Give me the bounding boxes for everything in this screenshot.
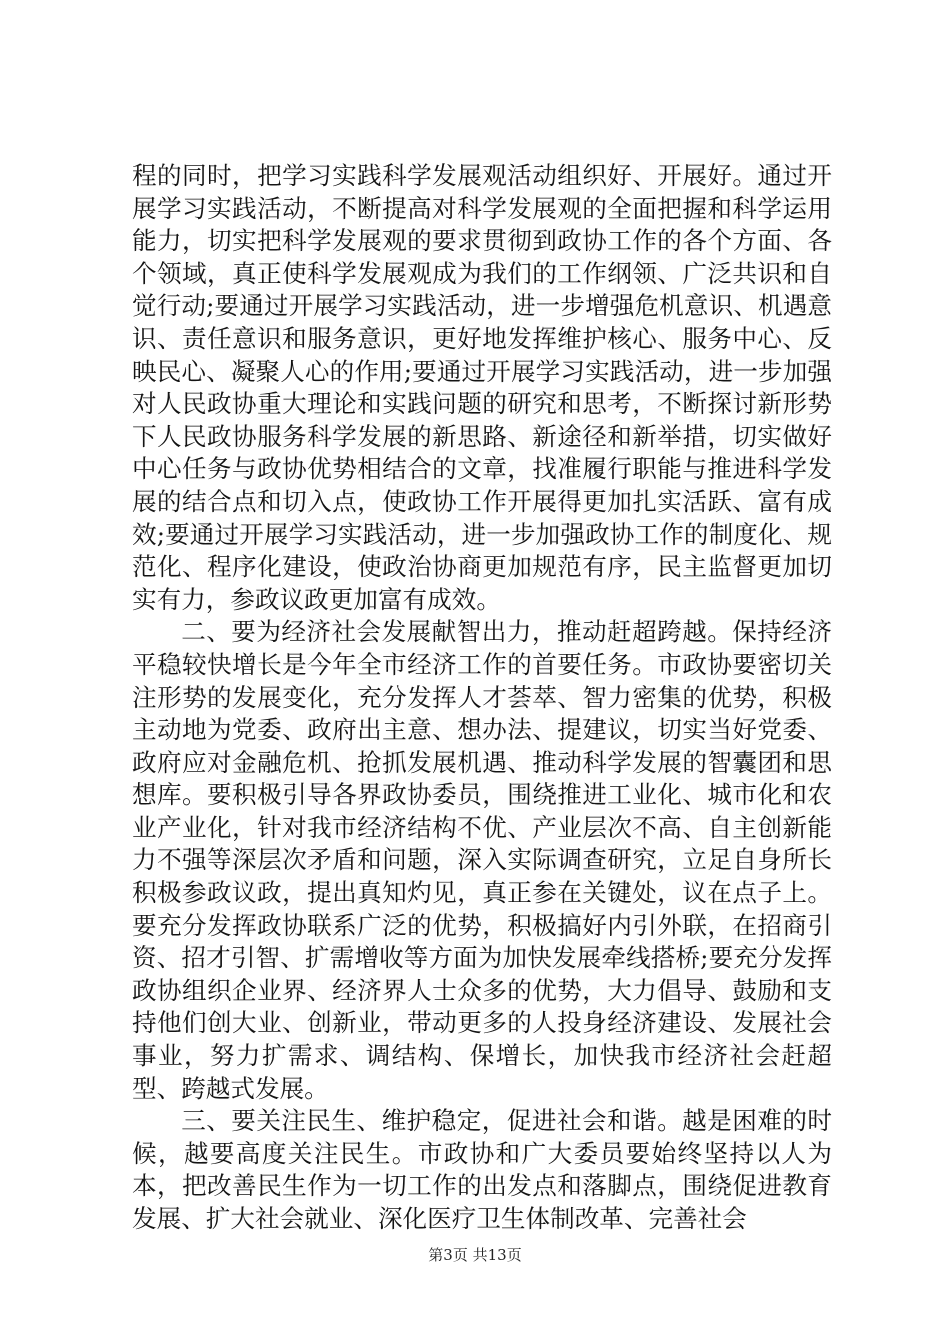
page-footer	[0, 1245, 950, 1265]
paragraph-1: 程的同时，把学习实践科学发展观活动组织好、开展好。通过开展学习实践活动，不断提高对科学发展观的全面把握和科学运用能力，切实把科学发展观的要求贯彻到政协工作的各个方面、各个领域，真正使科学发展观成为我们的工作纲领、广泛共识和自觉行动;要通过开展学习实践活动，进一步增强危机意识、机遇意识、责任意识和服务意识，更好地发挥维护核心、服务中心、反映民心、凝聚人心的作用;要通过开展学习实践活动，进一步加强对人民政协重大理论和实践问题的研究和思考，不断探讨新形势下人民政协服务科学发展的新思路、新途径和新举措，切实做好中心任务与政协优势相结合的文章，找准履行职能与推进科学发展的结合点和切入点，使政协工作开展得更加扎实活跃、富有成效;要通过开展学习实践活动，进一步加强政协工作的制度化、规范化、程序化建设，使政治协商更加规范有序，民主监督更加切实有力，参政议政更加富有成效。	[132, 161, 832, 614]
paragraph-3: 三、要关注民生、维护稳定，促进社会和谐。越是困难的时候，越要高度关注民生。市政协和广大委员要始终坚持以人为本，把改善民生作为一切工作的出发点和落脚点，围绕促进教育发展、扩大社会就业、深化医疗卫生体制改革、完善社会	[132, 1106, 832, 1233]
paragraph-2: 二、要为经济社会发展献智出力，推动赶超跨越。保持经济平稳较快增长是今年全市经济工作的首要任务。市政协要密切关注形势的发展变化，充分发挥人才荟萃、智力密集的优势，积极主动地为党委、政府出主意、想办法、提建议，切实当好党委、政府应对金融危机、抢抓发展机遇、推动科学发展的智囊团和思想库。要积极引导各界政协委员，围绕推进工业化、城市化和农业产业化，针对我市经济结构不优、产业层次不高、自主创新能力不强等深层次矛盾和问题，深入实际调查研究，立足自身所长积极参政议政，提出真知灼见，真正参在关键处，议在点子上。要充分发挥政协联系广泛的优势，积极搞好内引外联，在招商引资、招才引智、扩需增收等方面为加快发展牵线搭桥;要充分发挥政协组织企业界、经济界人士众多的优势，大力倡导、鼓励和支持他们创大业、创新业，带动更多的人投身经济建设、发展社会事业，努力扩需求、调结构、保增长，加快我市经济社会赶超型、跨越式发展。	[132, 617, 832, 1103]
page-number-label: 第3页 共13页	[428, 1246, 522, 1264]
body-text	[132, 160, 832, 1236]
